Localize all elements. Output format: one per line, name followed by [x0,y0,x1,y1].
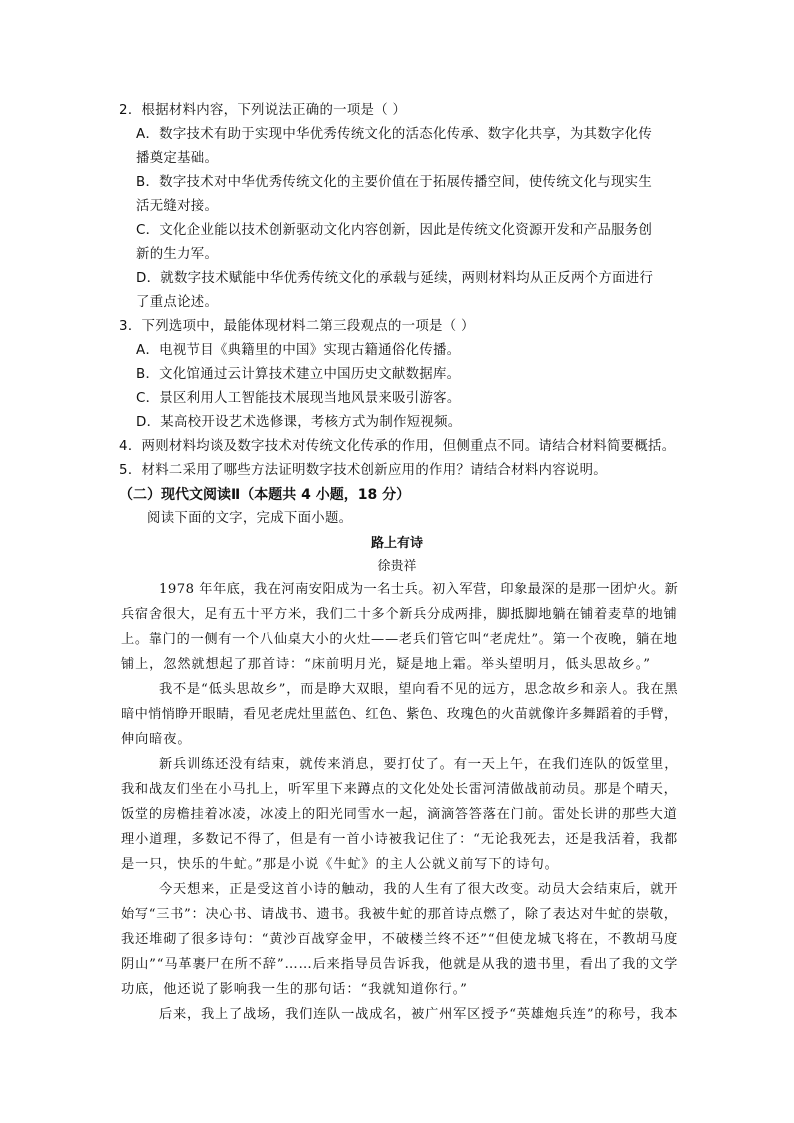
section-heading: （二）现代文阅读Ⅱ（本题共 4 小题，18 分） [119,487,411,503]
article-line: 兵宿舍很大，足有五十平方米，我们二十多个新兵分成两排，脚抵脚地躺在铺着麦草的地铺 [121,607,678,622]
section-instruction: 阅读下面的文字，完成下面小题。 [147,511,353,526]
question-5: 5．材料二采用了哪些方法证明数字技术创新应用的作用？请结合材料内容说明。 [119,463,607,478]
article-line: 后来，我上了战场，我们连队一战成名，被广州军区授予“英雄炮兵连”的称号，我本 [159,1007,679,1022]
article-title: 路上有诗 [370,536,423,551]
article-line: 铺上，忽然就想起了那首诗：“床前明月光，疑是地上霜。举头望明月，低头思故乡。” [121,657,651,672]
question-3-option-b: B．文化馆通过云计算技术建立中国历史文献数据库。 [136,367,461,382]
article-line: 伸向暗夜。 [121,732,192,747]
article-line: 今天想来，正是受这首小诗的触动，我的人生有了很大改变。动员大会结束后，就开 [159,882,679,897]
article-line: 功底，他还说了影响我一生的那句话：“我就知道你行。” [121,982,468,997]
question-2-option-c-line1: C．文化企业能以技术创新驱动文化内容创新，因此是传统文化资源开发和产品服务创 [136,223,653,238]
question-3-option-a: A．电视节目《典籍里的中国》实现古籍通俗化传播。 [136,343,461,358]
question-2-option-c-line2: 新的生力军。 [136,247,219,262]
question-3-option-c: C．景区利用人工智能技术展现当地风景来吸引游客。 [136,391,461,406]
question-3-option-d: D．某高校开设艺术选修课，考核方式为制作短视频。 [136,415,462,430]
question-2-stem: 2．根据材料内容，下列说法正确的一项是（ ） [119,103,407,118]
article-author: 徐贵祥 [377,559,417,574]
question-2-option-d-line1: D．就数字技术赋能中华优秀传统文化的承载与延续，两则材料均从正反两个方面进行 [136,271,654,286]
article-line: 1978 年年底，我在河南安阳成为一名士兵。初入军营，印象最深的是那一团炉火。新 [159,582,679,597]
question-2-option-a-line1: A．数字技术有助于实现中华优秀传统文化的活态化传承、数字化共享，为其数字化传 [136,127,653,142]
article-line: 饭堂的房檐挂着冰凌，冰凌上的阳光同雪水一起，滴滴答答落在门前。雷处长讲的那些大道 [121,807,678,822]
article-line: 是一只，快乐的牛虻。”那是小说《牛虻》的主人公就义前写下的诗句。 [121,857,559,872]
question-2-option-b-line2: 活无缝对接。 [136,199,219,214]
article-line: 理小道理，多数记不得了，但是有一首小诗被我记住了：“无论我死去，还是我活着，我都 [121,832,679,847]
question-2-option-a-line2: 播奠定基础。 [136,151,219,166]
article-line: 阴山”“马革裹尸在所不辞”……后来指导员告诉我，他就是从我的遗书里，看出了我的文学 [121,957,679,972]
article-line: 暗中悄悄睁开眼睛，看见老虎灶里蓝色、红色、紫色、玫瑰色的火苗就像许多舞蹈着的手臂， [121,707,678,722]
article-line: 我不是“低头思故乡”，而是睁大双眼，望向看不见的远方，思念故乡和亲人。我在黑 [159,682,679,697]
question-4: 4．两则材料均谈及数字技术对传统文化传承的作用，但侧重点不同。请结合材料简要概括。 [119,439,676,454]
article-line: 我还堆砌了很多诗句：“黄沙百战穿金甲，不破楼兰终不还”“但使龙城飞将在，不教胡马度 [121,932,679,947]
question-2-option-b-line1: B．数字技术对中华优秀传统文化的主要价值在于拓展传播空间，使传统文化与现实生 [136,175,653,190]
article-line: 新兵训练还没有结束，就传来消息，要打仗了。有一天上午，在我们连队的饭堂里， [159,757,679,772]
question-2-option-d-line2: 了重点论述。 [136,295,219,310]
article-line: 我和战友们坐在小马扎上，听军里下来蹲点的文化处处长雷河清做战前动员。那是个晴天， [121,782,678,797]
article-line: 上。靠门的一侧有一个八仙桌大小的火灶——老兵们管它叫“老虎灶”。第一个夜晚，躺在地 [121,632,678,647]
question-3-stem: 3．下列选项中，最能体现材料二第三段观点的一项是（ ） [119,319,475,334]
article-line: 始写“三书”：决心书、请战书、遗书。我被牛虻的那首诗点燃了，除了表达对牛虻的崇敬， [121,907,678,922]
